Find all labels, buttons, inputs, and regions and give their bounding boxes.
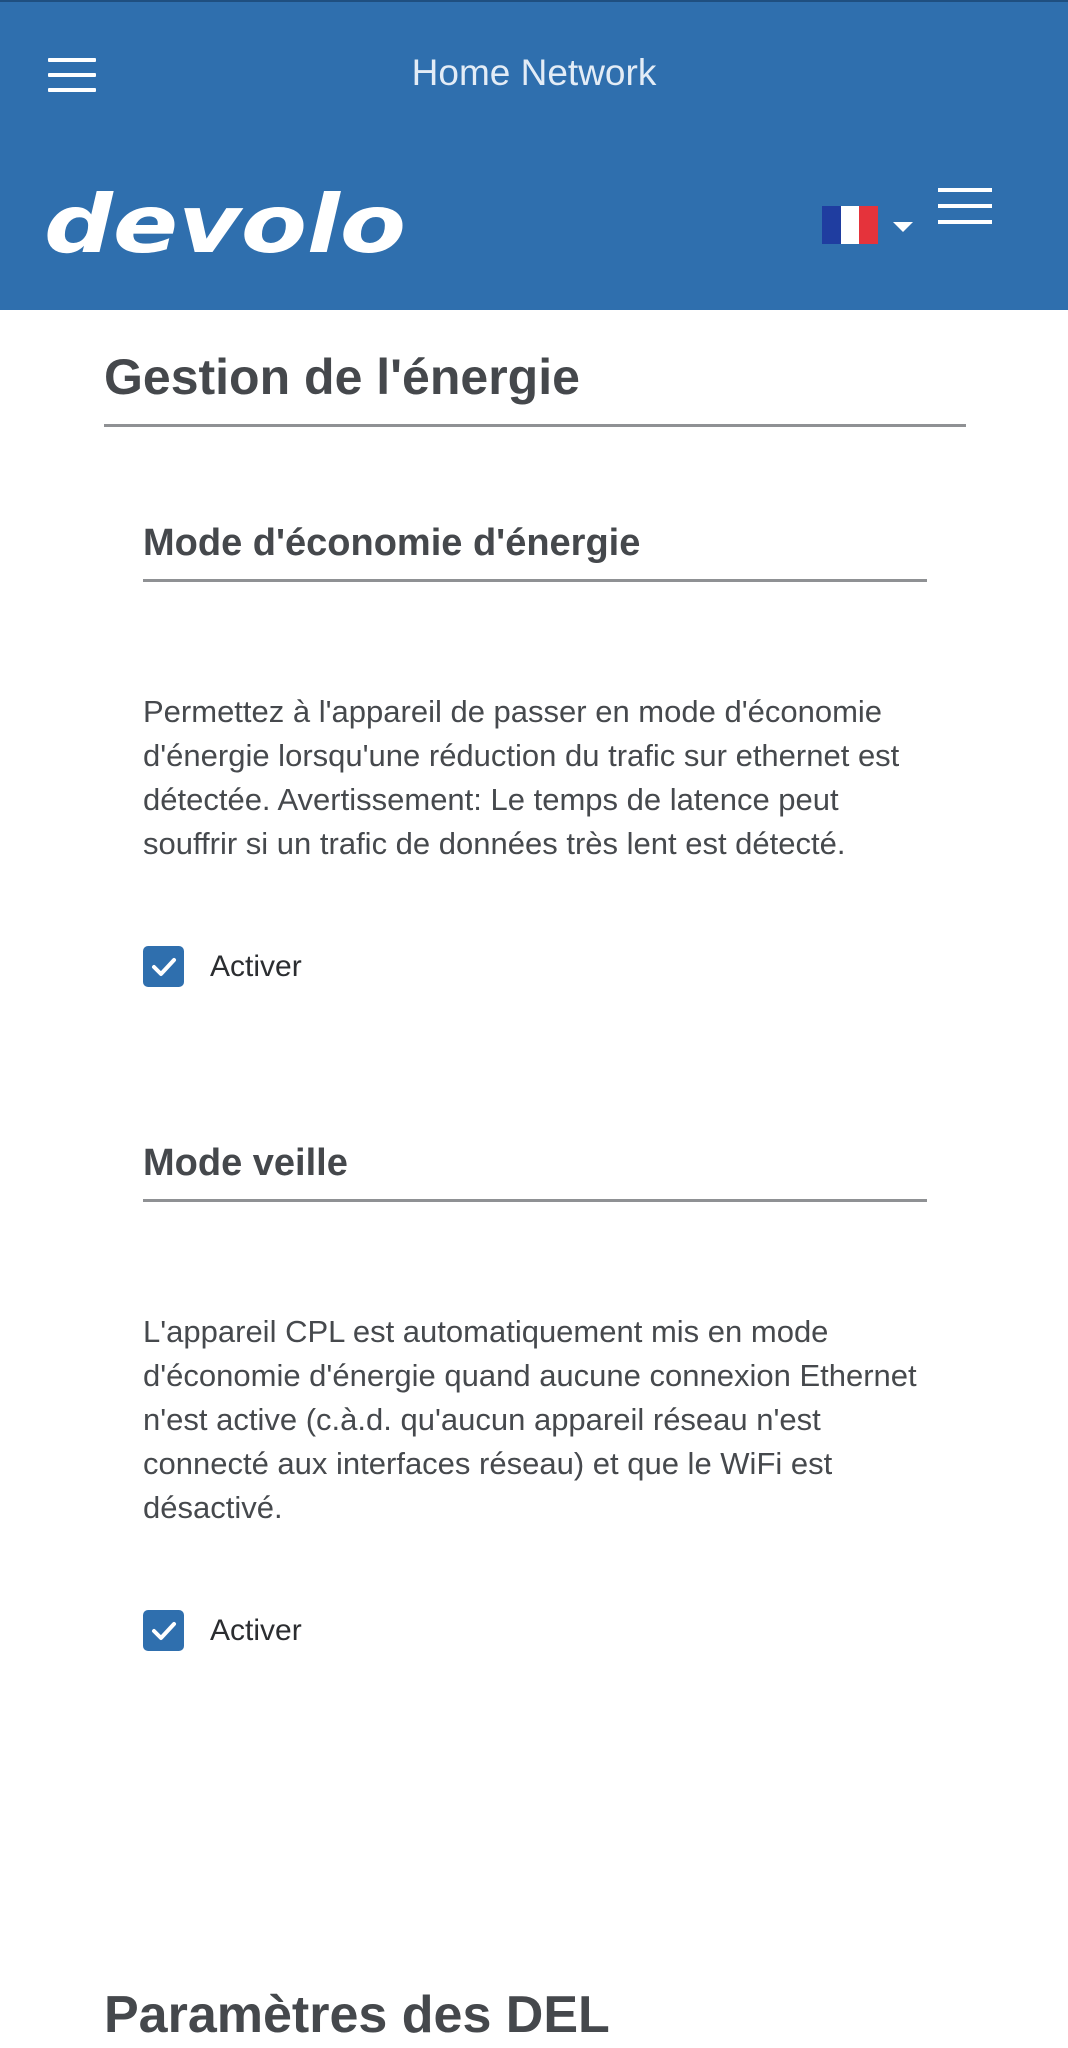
checkbox-checked[interactable] — [143, 946, 184, 987]
checkbox-checked[interactable] — [143, 1610, 184, 1651]
checkbox-label: Activer — [210, 1613, 302, 1647]
section-title: Mode d'économie d'énergie — [143, 522, 927, 582]
section-title: Mode veille — [143, 1142, 927, 1202]
hamburger-menu-icon[interactable] — [938, 188, 992, 228]
energy-saving-enable-checkbox-row[interactable] — [143, 946, 927, 987]
french-flag-icon[interactable] — [822, 206, 878, 244]
site-header — [0, 148, 1068, 310]
svg-text:devolo: devolo — [44, 188, 406, 260]
devolo-logo[interactable] — [42, 188, 412, 260]
page-title: Gestion de l'énergie — [104, 348, 966, 427]
language-dropdown-caret-icon[interactable] — [893, 222, 913, 232]
led-settings-title: Paramètres des DEL — [104, 1986, 610, 2044]
checkmark-icon — [151, 956, 177, 978]
checkbox-label: Activer — [210, 949, 302, 983]
section-description: L'appareil CPL est automatiquement mis en mode d'économie d'énergie quand aucune connexion Ethernet n'est active (c.à.d. qu'aucun appareil réseau n'est connecté aux interfaces réseau) et que le WiFi est désactivé. — [143, 1314, 917, 1525]
standby-mode-section — [143, 1142, 927, 1651]
app-title: Home Network — [411, 52, 657, 93]
section-description: Permettez à l'appareil de passer en mode d'économie d'énergie lorsqu'une réduction du trafic sur ethernet est détectée. Avertissement: Le temps de latence peut souffrir si un trafic de données très lent est détecté. — [143, 694, 900, 861]
energy-saving-section — [143, 522, 927, 987]
checkmark-icon — [151, 1620, 177, 1642]
standby-enable-checkbox-row[interactable] — [143, 1610, 927, 1651]
app-bar — [0, 0, 1068, 148]
